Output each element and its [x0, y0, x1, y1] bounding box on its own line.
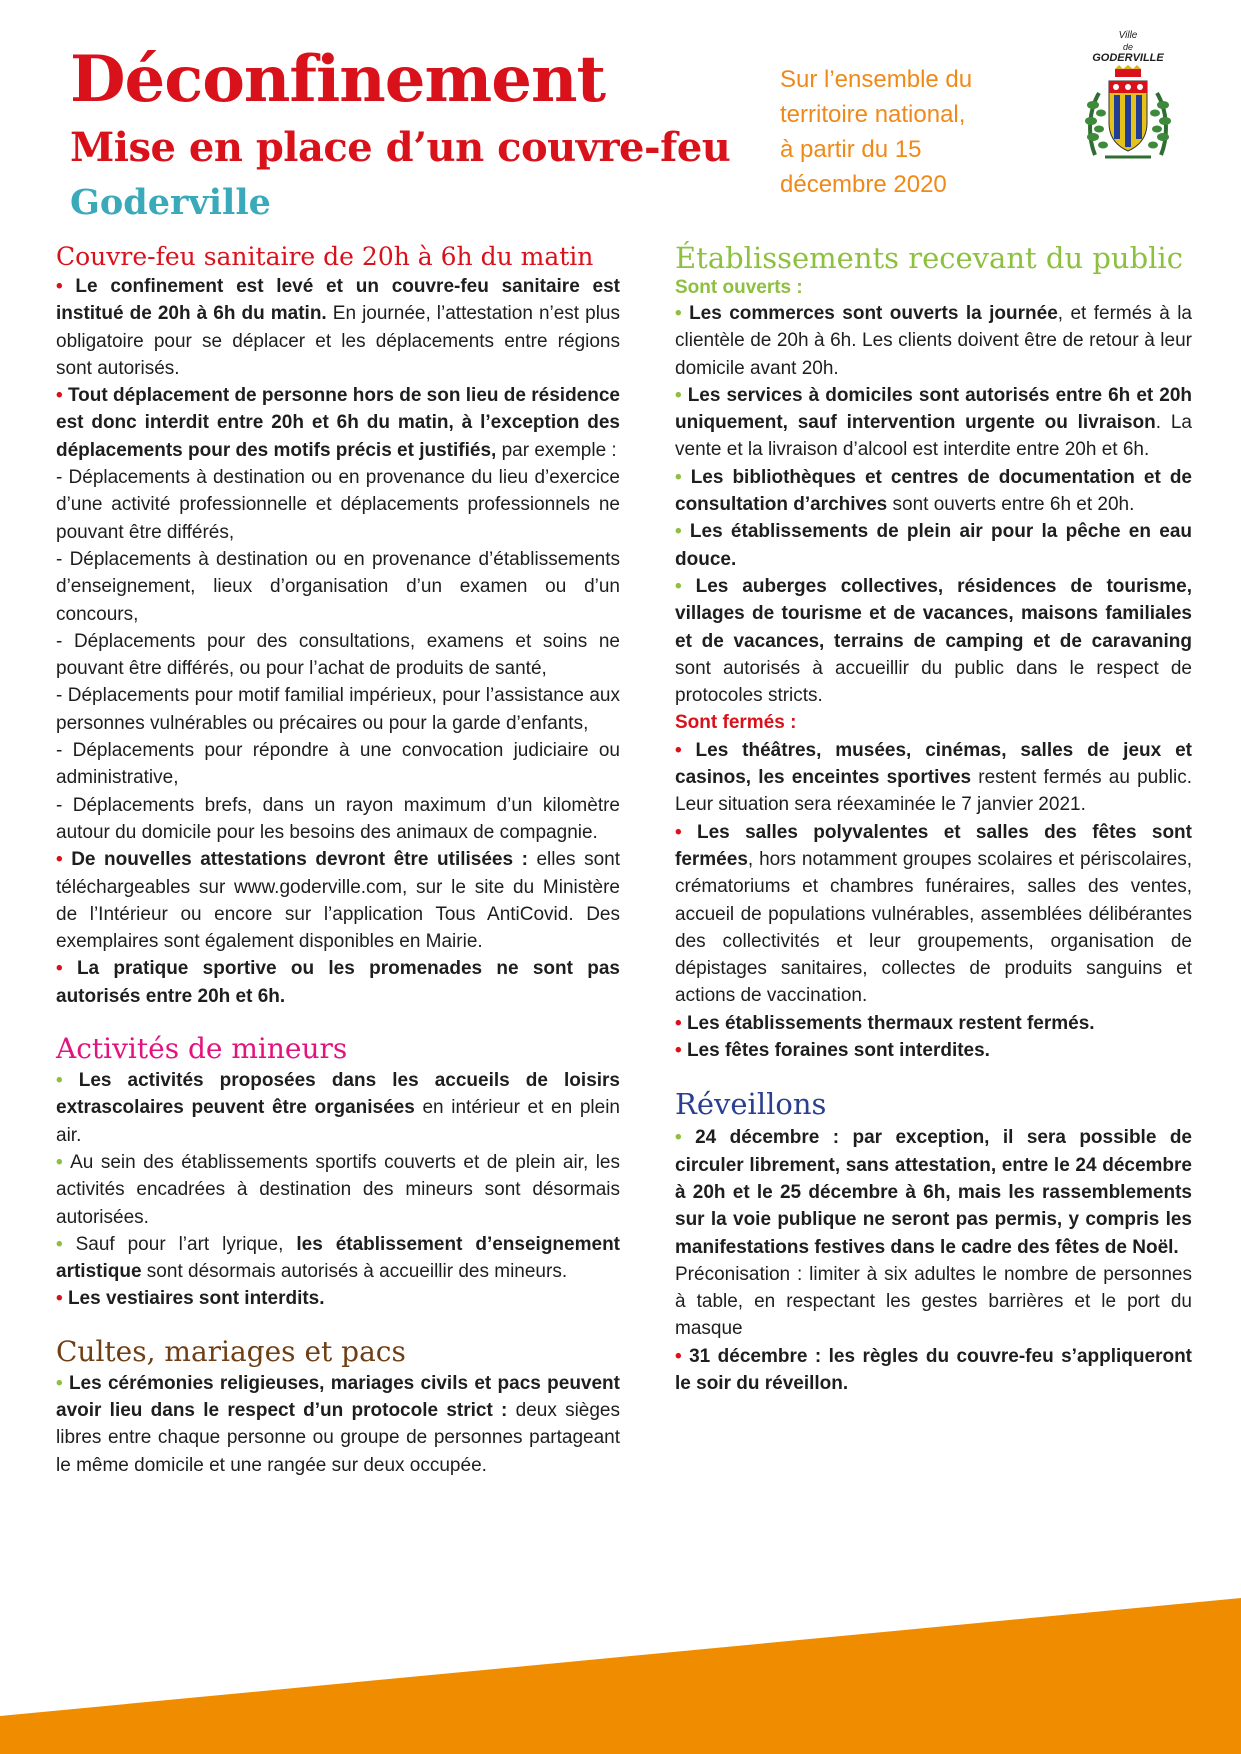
open-label: Sont ouverts : — [675, 277, 803, 298]
bullet-icon: • — [56, 385, 68, 407]
paragraph — [675, 819, 1192, 1010]
text: Au sein des établissements sportifs couverts et de plein air, les activités encadrées à destination des mineurs sont désormais autorisées. — [56, 1151, 620, 1228]
list-item: - Déplacements brefs, dans un rayon maximum d’un kilomètre autour du domicile pour les besoins des animaux de compagnie. — [56, 794, 620, 843]
bullet-icon: • — [675, 521, 690, 543]
list-item: - Déplacements pour répondre à une convocation judiciaire ou administrative, — [56, 740, 620, 789]
bullet-icon: • — [675, 821, 697, 843]
text: par exemple : — [496, 439, 617, 461]
paragraph — [675, 737, 1192, 819]
bold-text: Les commerces sont ouverts la journée — [689, 303, 1058, 324]
text: sont autorisés à accueillir du public dans le respect de protocoles stricts. — [675, 657, 1192, 707]
bullet-icon: • — [56, 1233, 76, 1255]
bullet-icon: • — [675, 384, 688, 406]
bullet-icon: • — [56, 1151, 71, 1173]
section-heading-public: Établissements recevant du public — [675, 241, 1183, 275]
bullet-icon: • — [675, 1012, 687, 1034]
town-name: Goderville — [70, 182, 271, 223]
paragraph — [675, 518, 1192, 573]
bullet-icon: • — [675, 303, 690, 324]
list-item: - Déplacements à destination ou en provenance du lieu d’exercice d’une activité professionnelle et déplacements professionnels ne pouvant être différés, — [56, 467, 620, 543]
bold-text: Les vestiaires sont interdits. — [67, 1288, 325, 1310]
bullet-icon: • — [675, 739, 696, 761]
text: sont ouverts entre 6h et 20h. — [887, 494, 1135, 516]
bullet-icon: • — [675, 1127, 696, 1149]
paragraph — [675, 300, 1192, 382]
logo-text-de: de — [1122, 42, 1133, 52]
scope-note — [780, 62, 1020, 202]
page-subtitle: Mise en place d’un couvre-feu — [70, 124, 731, 171]
scope-line: Sur l’ensemble du — [780, 66, 973, 93]
bold-text: 24 décembre : par exception, il sera possible de circuler librement, sans attestation, entre le 24 décembre à 20h et le 25 décembre à 6h, mais les rassemblements sur la voie publique ne seront pas permis, y compris les manifestations festives dans le cadre des fêtes de Noël. — [675, 1127, 1192, 1258]
bullet-icon: • — [56, 958, 77, 980]
section-heading-eve: Réveillons — [675, 1087, 827, 1122]
bold-text: Les cérémonies religieuses, mariages civils et pacs peuvent avoir lieu dans le respect d’un protocole strict : — [56, 1372, 620, 1421]
text: Sauf pour l’art lyrique, — [75, 1233, 297, 1255]
bullet-icon: • — [675, 466, 691, 488]
town-crest-logo — [1068, 30, 1188, 180]
coat-of-arms-icon — [1085, 65, 1171, 165]
paragraph — [675, 1343, 1192, 1398]
paragraph — [56, 1370, 620, 1479]
bullet-icon: • — [56, 849, 72, 871]
bold-text: Les services à domiciles sont autorisés entre 6h et 20h uniquement, sauf intervention urgente ou livraison — [675, 384, 1192, 434]
scope-line: à partir du 15 — [780, 136, 922, 163]
section-heading-curfew: Couvre-feu sanitaire de 20h à 6h du matin — [56, 242, 594, 271]
list-item: - Déplacements à destination ou en provenance d’établissements d’enseignement, lieux d’organisation d’un examen ou d’un concours, — [56, 548, 620, 625]
bold-text: La pratique sportive ou les promenades ne sont pas autorisés entre 20h et 6h. — [56, 958, 620, 1007]
text: en intérieur et en plein air. — [56, 1097, 620, 1146]
paragraph — [675, 1010, 1192, 1037]
paragraph — [675, 464, 1192, 519]
bold-text: Les auberges collectives, résidences de tourisme, villages de tourisme et de vacances, maisons familiales et de vacances, terrains de camping et de caravaning — [675, 575, 1192, 652]
text: , et fermés à la clientèle de 20h à 6h. Les clients doivent être de retour à leur domicile avant 20h. — [675, 303, 1192, 379]
text: sont désormais autorisés à accueillir des mineurs. — [141, 1261, 568, 1283]
bold-text: Le confinement est levé et un couvre-feu sanitaire est institué de 20h à 6h du matin. — [56, 276, 620, 325]
scope-line: territoire national, — [780, 101, 966, 128]
section-heading-worship: Cultes, mariages et pacs — [56, 1334, 406, 1368]
closed-label: Sont fermés : — [675, 712, 797, 734]
list-item: - Déplacements pour motif familial impérieux, pour l’assistance aux personnes vulnérables ou précaires ou pour la garde d’enfants, — [56, 685, 620, 734]
bold-text: Les salles polyvalentes et salles des fêtes sont fermées — [675, 821, 1192, 870]
paragraph — [675, 1124, 1192, 1260]
logo-text-town: GODERVILLE — [1092, 52, 1164, 64]
bold-text: 31 décembre : les règles du couvre-feu s’appliqueront le soir du réveillon. — [675, 1345, 1192, 1394]
paragraph — [675, 1037, 1192, 1064]
bullet-icon: • — [675, 1345, 690, 1367]
section-heading-minors: Activités de mineurs — [56, 1032, 348, 1066]
scope-line: décembre 2020 — [780, 171, 947, 198]
text: . La vente et la livraison d’alcool est interdite entre 20h et 6h. — [675, 412, 1192, 461]
bold-text: Les théâtres, musées, cinémas, salles de jeux et casinos, les enceintes sportives — [675, 739, 1192, 789]
paragraph — [56, 1285, 620, 1312]
paragraph — [675, 382, 1192, 464]
paragraph — [56, 1067, 620, 1149]
paragraph: Préconisation : limiter à six adultes le nombre de personnes à table, en respectant les gestes barrières et le port du masque — [675, 1263, 1192, 1340]
paragraph — [56, 382, 620, 464]
paragraph — [56, 1231, 620, 1286]
bullet-icon: • — [56, 1070, 79, 1092]
bullet-icon: • — [56, 1288, 68, 1310]
text: , hors notamment groupes scolaires et périscolaires, crématoriums et chambres funéraires, salles des ventes, accueil de populations vulnérables, assemblées délibérantes des collectivités et leur groupements, organisation de dépistages sanitaires, collectes de produits sanguins et actions de vaccination. — [675, 848, 1192, 1007]
bold-text: De nouvelles attestations devront être utilisées : — [71, 849, 528, 871]
bold-text: Les établissements de plein air pour la pêche en eau douce. — [675, 521, 1192, 570]
logo-text-ville: Ville — [1118, 30, 1138, 41]
bullet-icon: • — [675, 575, 696, 597]
text: deux sièges libres entre chaque personne ou groupe de personnes partageant le même domicile et une rangée sur deux occupée. — [56, 1399, 620, 1476]
paragraph — [56, 955, 620, 1010]
left-column — [56, 242, 620, 1479]
page-title: Déconfinement — [70, 42, 606, 117]
text: restent fermés au public. Leur situation sera réexaminée le 7 janvier 2021. — [675, 767, 1193, 816]
bold-text: Les bibliothèques et centres de documentation et de consultation d’archives — [675, 466, 1192, 516]
bullet-icon: • — [56, 276, 76, 297]
paragraph — [56, 273, 620, 382]
paragraph — [56, 1149, 620, 1231]
bold-text: Les établissements thermaux restent fermés. — [686, 1012, 1095, 1034]
bold-text: Les fêtes foraines sont interdites. — [686, 1040, 990, 1062]
bullet-icon: • — [675, 1040, 687, 1062]
text: elles sont téléchargeables sur www.goderville.com, sur le site du Ministère de l’Intérieur ou encore sur l’application Tous AntiCovid. Des exemplaires sont également disponibles en Mairie. — [56, 849, 620, 953]
list-item: - Déplacements pour des consultations, examens et soins ne pouvant être différés, ou pour l’achat de produits de santé, — [56, 630, 620, 680]
bold-text: les établissement d’enseignement artistique — [56, 1233, 620, 1283]
paragraph — [675, 573, 1192, 709]
right-column — [675, 242, 1192, 1397]
paragraph — [56, 846, 620, 955]
bold-text: Les activités proposées dans les accueils de loisirs extrascolaires peuvent être organisées — [56, 1070, 620, 1119]
bullet-icon: • — [56, 1372, 69, 1394]
bold-text: Tout déplacement de personne hors de son lieu de résidence est donc interdit entre 20h et 6h du matin, à l’exception des déplacements pour des motifs précis et justifiés, — [56, 385, 620, 461]
text: En journée, l’attestation n’est plus obligatoire pour se déplacer et les déplacements entre régions sont autorisés. — [56, 303, 621, 379]
